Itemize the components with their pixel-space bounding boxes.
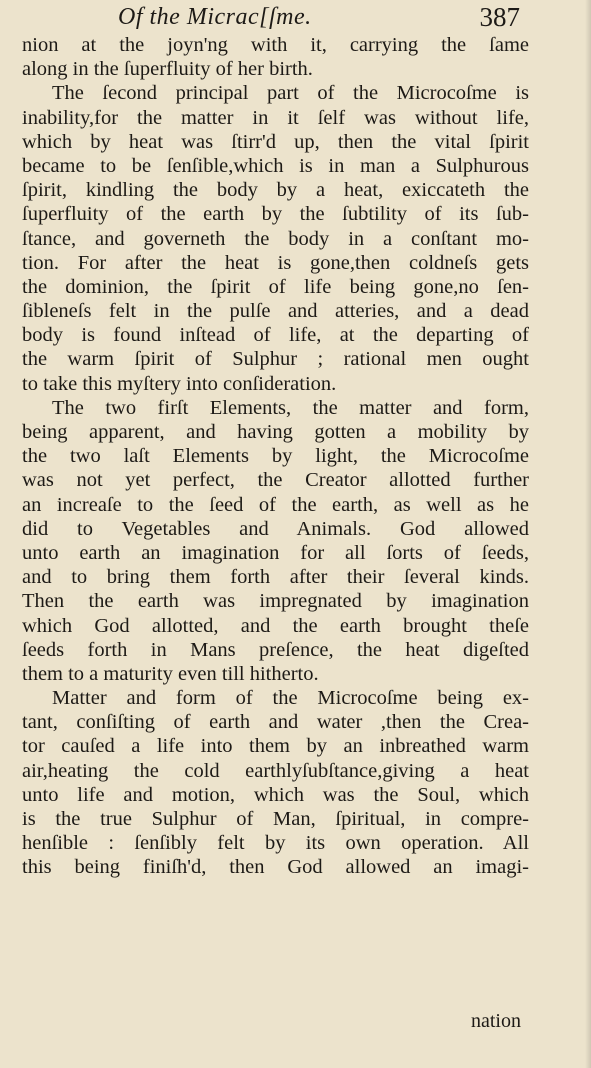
text-line: ſpirit, kindling the body by a heat, exiccateth the (22, 179, 529, 202)
text-line: inability,for the matter in it ſelf was without life, (22, 106, 529, 129)
text-line: became to be ſenſible,which is in man a Sulphurous (22, 154, 529, 177)
text-line: tant, conſiſting of earth and water ,then the Crea- (22, 711, 529, 734)
text-line: body is found inſtead of life, at the departing of (22, 324, 529, 347)
text-line: is the true Sulphur of Man, ſpiritual, in compre- (22, 808, 529, 830)
text-line: tion. For after the heat is gone,then coldneſs gets (22, 251, 529, 274)
text-line: the warm ſpirit of Sulphur ; rational men ought (22, 348, 529, 371)
text-line: them to a maturity even till hitherto. (22, 662, 319, 685)
page-header (118, 4, 528, 34)
page-number: 387 (479, 2, 520, 32)
text-line: tor cauſed a life into them by an inbreathed warm (22, 735, 529, 758)
text-line: unto earth an imagination for all ſorts of ſeeds, (22, 541, 529, 564)
text-line: henſible : ſenſibly felt by its own operation. All (22, 832, 529, 855)
text-line: along in the ſuperfluity of her birth. (22, 58, 313, 81)
page-edge-shadow (585, 0, 591, 1068)
text-line: the two laſt Elements by light, the Microcoſme (22, 445, 529, 468)
text-line: did to Vegetables and Animals. God allowed (22, 517, 529, 540)
text-line: nion at the joyn'ng with it, carrying the ſame (22, 34, 529, 56)
text-line: The two firſt Elements, the matter and form, (52, 396, 529, 419)
text-line: and to bring them forth after their ſeveral kinds. (22, 566, 529, 589)
text-line: this being finiſh'd, then God allowed an imagi- (22, 856, 529, 879)
catchword: nation (471, 1010, 521, 1032)
text-line: the dominion, the ſpirit of life being gone,no ſen- (22, 275, 529, 298)
text-line: ſtance, and governeth the body in a conſtant mo- (22, 227, 529, 250)
running-title: Of the Micrac[ſme. (118, 4, 312, 30)
text-line: ſuperfluity of the earth by the ſubtility of its ſub- (22, 203, 529, 226)
text-line: being apparent, and having gotten a mobility by (22, 421, 529, 443)
text-line: The ſecond principal part of the Microcoſme is (52, 82, 529, 105)
text-line: Matter and form of the Microcoſme being ex- (52, 687, 529, 710)
body-text (22, 33, 529, 880)
text-line: Then the earth was impregnated by imagination (22, 590, 529, 613)
text-line: was not yet perfect, the Creator allotted further (22, 469, 529, 492)
text-line: ſeeds forth in Mans preſence, the heat digeſted (22, 638, 529, 661)
text-line: to take this myſtery into conſideration. (22, 372, 337, 395)
text-line: an increaſe to the ſeed of the earth, as well as he (22, 493, 529, 516)
text-line: ſibleneſs felt in the pulſe and atteries, and a dead (22, 300, 529, 323)
text-line: which God allotted, and the earth brought theſe (22, 614, 529, 637)
text-line: which by heat was ſtirr'd up, then the vital ſpirit (22, 130, 529, 153)
text-line: air,heating the cold earthlyſubſtance,giving a heat (22, 759, 529, 782)
text-line: unto life and motion, which was the Soul, which (22, 783, 529, 806)
